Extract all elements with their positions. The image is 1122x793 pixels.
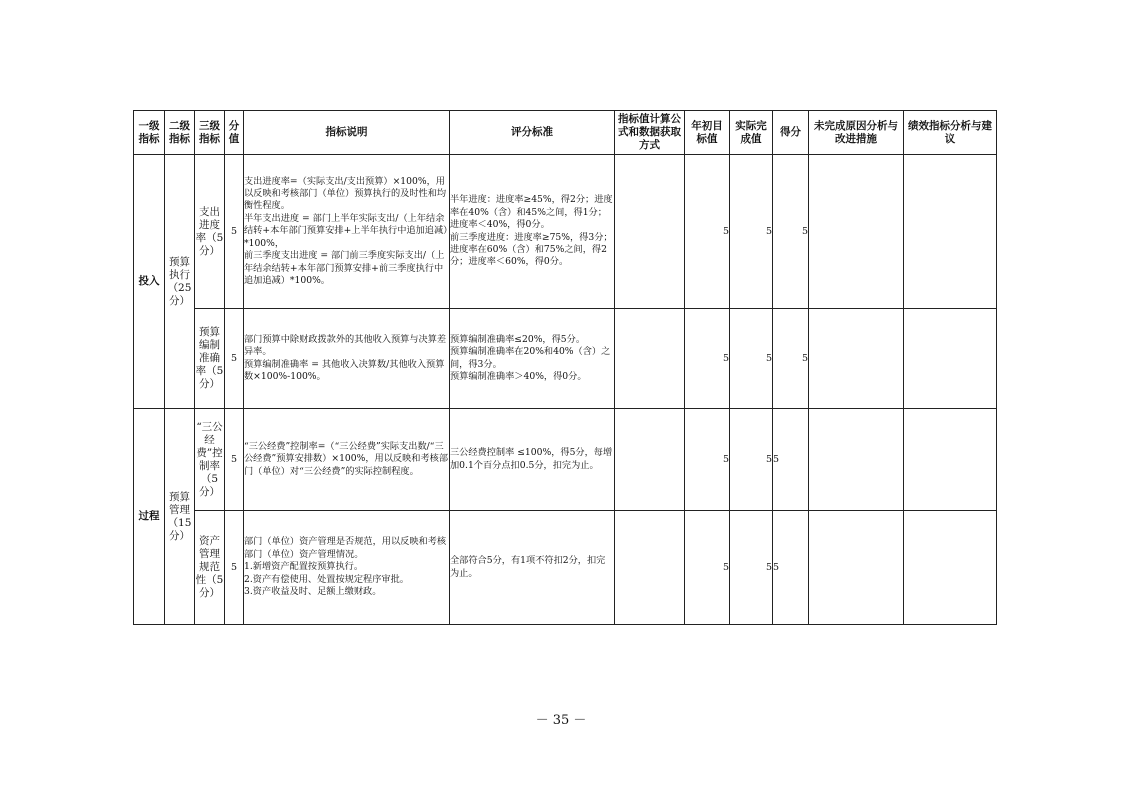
initial-cell: 5 <box>685 409 730 511</box>
got-cell: 5 <box>773 511 809 625</box>
method-cell <box>615 409 685 511</box>
table-row <box>134 409 997 511</box>
header-initial: 年初目标值 <box>685 111 730 155</box>
description-cell: 部门预算中除财政拨款外的其他收入预算与决算差异率。 预算编制准确率 = 其他收入决算数/其他收入预算数×100%-100%。 <box>244 309 450 409</box>
table-row <box>134 511 997 625</box>
header-analysis: 绩效指标分析与建议 <box>904 111 997 155</box>
score-cell: 5 <box>225 511 244 625</box>
header-actual: 实际完成值 <box>730 111 773 155</box>
performance-table <box>133 110 997 625</box>
level1-cell: 过程 <box>134 409 165 625</box>
criteria-cell: 三公经费控制率 ≤100%，得5分，每增加0.1个百分点扣0.5分，扣完为止。 <box>450 409 615 511</box>
reason-cell <box>809 409 904 511</box>
description-cell: “三公经费”控制率=（“三公经费”实际支出数/“三公经费”预算安排数）×100%，用以反映和考核部门（单位）对“三公经费”的实际控制程度。 <box>244 409 450 511</box>
level2-cell: 预算执行（25分） <box>165 155 195 409</box>
table-row <box>134 309 997 409</box>
description-cell: 部门（单位）资产管理是否规范，用以反映和考核部门（单位）资产管理情况。 1.新增资产配置按预算执行。 2.资产有偿使用、处置按规定程序审批。 3.资产收益及时、足额上缴财政。 <box>244 511 450 625</box>
header-reason: 未完成原因分析与改进措施 <box>809 111 904 155</box>
method-cell <box>615 309 685 409</box>
header-description: 指标说明 <box>244 111 450 155</box>
header-row <box>134 111 997 155</box>
reason-cell <box>809 309 904 409</box>
got-cell: 5 <box>773 309 809 409</box>
criteria-cell: 预算编制准确率≤20%，得5分。 预算编制准确率在20%和40%（含）之间，得3分。 预算编制准确率＞40%，得0分。 <box>450 309 615 409</box>
page-number: － 35 － <box>535 713 587 728</box>
level1-cell: 投入 <box>134 155 165 409</box>
level2-cell: 预算管理（15分） <box>165 409 195 625</box>
initial-cell: 5 <box>685 155 730 309</box>
got-cell: 5 <box>773 409 809 511</box>
level3-cell: 预算编制准确率（5分） <box>195 309 225 409</box>
method-cell <box>615 511 685 625</box>
analysis-cell <box>904 409 997 511</box>
criteria-cell: 半年进度：进度率≥45%，得2分；进度率在40%（含）和45%之间，得1分；进度率＜40%，得0分。 前三季度进度：进度率≥75%，得3分；进度率在60%（含）和75%之间，得2分；进度率＜60%，得0分。 <box>450 155 615 309</box>
initial-cell: 5 <box>685 309 730 409</box>
score-cell: 5 <box>225 309 244 409</box>
initial-cell: 5 <box>685 511 730 625</box>
score-cell: 5 <box>225 409 244 511</box>
criteria-cell: 全部符合5分，有1项不符扣2分，扣完为止。 <box>450 511 615 625</box>
level3-cell: 支出进度率（5分） <box>195 155 225 309</box>
score-cell: 5 <box>225 155 244 309</box>
header-level3: 三级指标 <box>195 111 225 155</box>
analysis-cell <box>904 309 997 409</box>
actual-cell: 5 <box>730 155 773 309</box>
actual-cell: 5 <box>730 409 773 511</box>
level3-cell: “三公经费”控制率（5分） <box>195 409 225 511</box>
header-level1: 一级指标 <box>134 111 165 155</box>
header-score: 分值 <box>225 111 244 155</box>
analysis-cell <box>904 511 997 625</box>
header-level2: 二级指标 <box>165 111 195 155</box>
actual-cell: 5 <box>730 511 773 625</box>
description-cell: 支出进度率=（实际支出/支出预算）×100%，用以反映和考核部门（单位）预算执行的及时性和均衡性程度。 半年支出进度 = 部门上半年实际支出/（上年结余结转+本年部门预算安排+上半年执行中追加追减）*100%， 前三季度支出进度 = 部门前三季度实际支出/（上年结余结转+本年部门预算安排+前三季度执行中追加追减）*100%。 <box>244 155 450 309</box>
header-got: 得分 <box>773 111 809 155</box>
got-cell: 5 <box>773 155 809 309</box>
header-method: 指标值计算公式和数据获取方式 <box>615 111 685 155</box>
reason-cell <box>809 511 904 625</box>
table-row <box>134 155 997 309</box>
reason-cell <box>809 155 904 309</box>
actual-cell: 5 <box>730 309 773 409</box>
method-cell <box>615 155 685 309</box>
analysis-cell <box>904 155 997 309</box>
header-criteria: 评分标准 <box>450 111 615 155</box>
level3-cell: 资产管理规范性（5分） <box>195 511 225 625</box>
